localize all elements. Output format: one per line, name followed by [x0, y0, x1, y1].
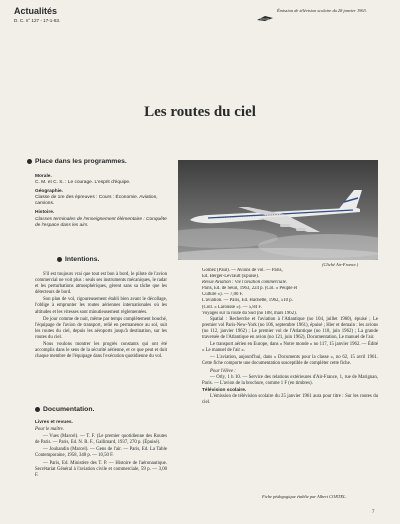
reference-line: Voyages sur la route du Sud (no 108, mars 1962).	[202, 310, 297, 316]
program-list	[35, 174, 167, 229]
intentions-paragraph: Son plan de vol, rigoureusement établi bien avant le décollage, l'oblige à emprunter les routes aériennes internationales où les altitudes et les vitesses sont minutieusement réglementées.	[35, 297, 167, 315]
reference-line: Revue Aviation : Vie l'aviation commerciale.	[202, 280, 288, 286]
student-subheading: Pour l'élève :	[210, 368, 236, 374]
intentions-body	[35, 272, 167, 361]
bibliography-item: — Paris, Ed. Ministère des T. P. — Histoire de l'aéronautique. Secrétariat Général à l'aviation civile et commerciale, 59 p. — 3,00 F.	[35, 460, 167, 478]
bullet-icon	[35, 407, 40, 412]
reference-line: (Coll. « Larousse »). — 5,84 F.	[202, 304, 262, 310]
reference-code: D. C. n° 127 - 17-1-63.	[14, 18, 61, 23]
books-subheading: Livres et revues.	[35, 420, 73, 425]
reference-paragraph: — Orly, 1 h 10. — Service des relations extérieures d'Air-France, 1, rue de Marignan, Paris. — L'avion de la brochure, comme 1 F (en timbres).	[202, 374, 378, 386]
program-histoire: Histoire. Classes terminales de l'enseignement élémentaire : Conquête de l'espace dans les airs.	[35, 210, 167, 228]
author-credit: Fiche pédagogique établie par Albert CORTEL.	[262, 494, 347, 499]
intentions-paragraph: De jour comme de nuit, même par temps complètement bouché, l'équipage de l'avion de transport, relié en permanence au sol, suit les routes du ciel, depuis les aéroports jusqu'à destination, sur les routes du ciel.	[35, 316, 167, 340]
bibliography-item: — Vues (Marcel). — T. F. (Le premier quotidienne des Routes de Paris. — Paris, Ed. N. R. F., Gallimard, 1937, 270 p. (Épuisé).	[35, 434, 167, 446]
airplane-photo	[178, 160, 378, 260]
intentions-heading: Intentions.	[57, 256, 99, 263]
reference-line: L'aviation. — Paris, Éd. Hachette, 1962, 510 p.	[202, 298, 293, 304]
reference-line: Culture »). — 7,00 F.	[202, 292, 244, 298]
right-column	[202, 268, 378, 407]
place-heading: Place dans les programmes.	[27, 158, 127, 165]
television-icon	[256, 9, 274, 16]
bibliography-item: — Jouhandin (Marcel). — Gens de l'air. — Paris, Ed. La Table Contemporaine, 1958, 348 p. — 10,50 F.	[35, 447, 167, 459]
intentions-paragraph: S'il est toujours vrai que tout est bon à bord, le pilote de l'avion commercial ne voit plus : seuls ses instruments mécaniques, le radar et les perturbations atmosphériques, gèrent sans sa tâche que les détecteurs de bord.	[35, 272, 167, 296]
section-title: Actualités	[14, 6, 58, 16]
reference-paragraph: — L'aviation, aujourd'hui, dans « Documents pour la classe », no 62, 15 avril 1961. Cette fiche comporte une documentation susceptible de compléter cette fiche.	[202, 355, 378, 367]
bullet-icon	[27, 159, 32, 164]
reference-paragraph: L'émission de télévision scolaire du 25 janvier 1961 aura pour titre : Sur les routes du ciel.	[202, 393, 378, 405]
reference-paragraph: Le transport aérien en Europe, dans « Notre monde » no 117, 15 janvier 1962. — Édité « Le manuel de l'air ».	[202, 342, 378, 354]
documentation-heading: Documentation.	[35, 406, 94, 413]
page-number: 7	[372, 510, 375, 515]
page-title: Les routes du ciel	[144, 104, 256, 120]
reference-line: Ed. Berger-Levrault (Épuisé).	[202, 274, 260, 280]
teacher-subheading: Pour le maître.	[35, 427, 64, 433]
television-subheading: Télévision scolaire.	[202, 387, 247, 393]
reference-paragraph: Spatial : Recherche et l'aviation à l'Atlantique (no 104, juillet 1960), épuisé ; Le premier vol Paris-New-York (no 106, septembre 1961), épuisé ; Hier et demain : les avions (no 112, janvier 1962) ; Le premier vol de l'Atlantique (no 118, juin 1962) ; La grande traversée de l'Atlantique en avion (no 121, juin 1962), Documentation, Le manuel de l'air.	[202, 316, 378, 341]
reference-line: Paris, Éd. de Seuil, 1963, 224 p. (Col. « Peuple et	[202, 286, 298, 292]
photo-caption: (Cliché Air-France.)	[322, 262, 359, 267]
broadcast-note: Émission de télévision scolaire du 28 janvier 1963.	[277, 8, 367, 13]
documentation-body	[35, 420, 167, 480]
reference-line: Gomez (Paul). — Avions de vol. — Paris,	[202, 268, 283, 273]
bullet-icon	[57, 257, 62, 262]
program-morale: Morale. C. M. et C. S. : Le courage. L'esprit d'équipe.	[35, 174, 131, 186]
intentions-paragraph: Nous voulons montrer les progrès constants qui ont été accomplis dans le sens de la sécurité aérienne, et ce que peut et doit chaque membre de l'équipage dans l'exécution quotidienne du vol.	[35, 342, 167, 360]
program-geographie: Géographie. Classe de 1re des épreuves : Cours : Économie. Aviation, camions.	[35, 189, 158, 207]
